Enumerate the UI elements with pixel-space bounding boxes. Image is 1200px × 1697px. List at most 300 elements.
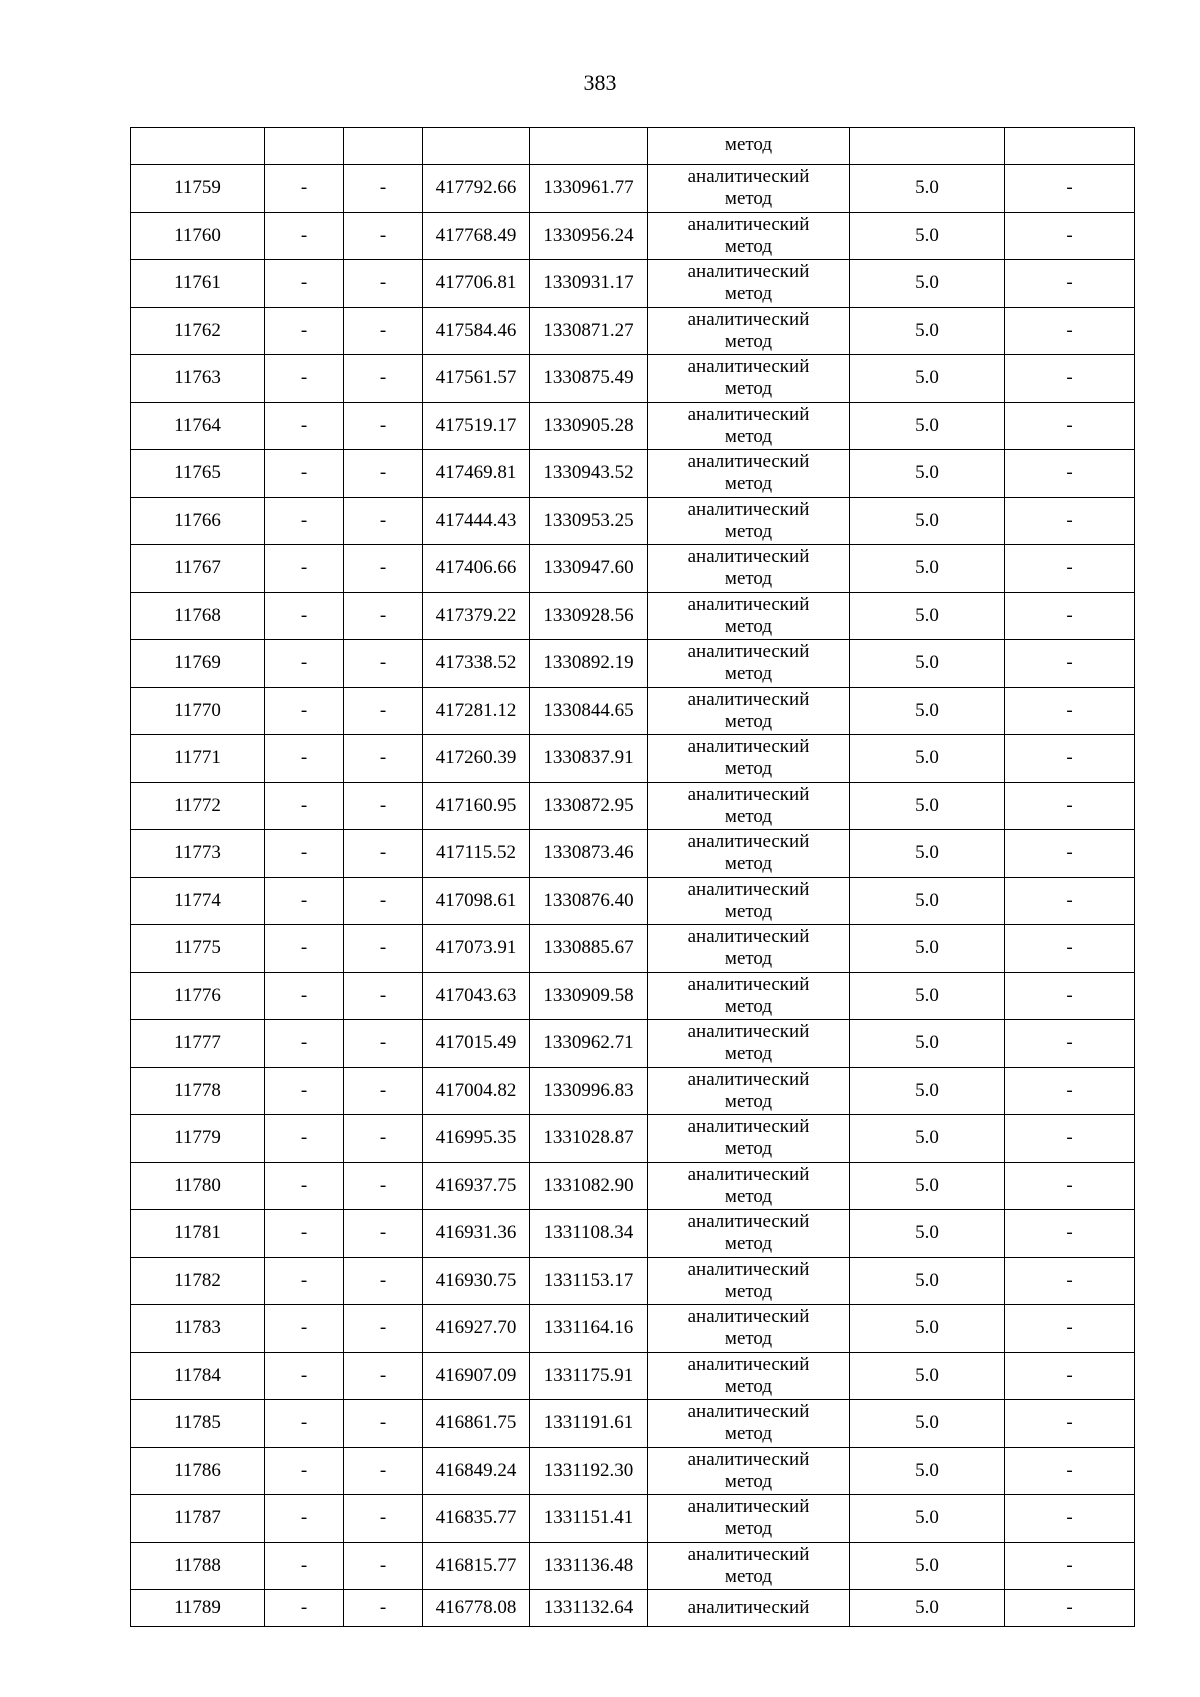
method-line-2: метод <box>724 520 773 542</box>
cell-method <box>648 640 850 688</box>
cell-col8: - <box>1005 212 1135 260</box>
cell-x: 417115.52 <box>423 830 530 878</box>
method-line-2: метод <box>724 1375 773 1397</box>
cell-y: 1330996.83 <box>530 1067 648 1115</box>
cell-method <box>648 1352 850 1400</box>
cell-y: 1330875.49 <box>530 355 648 403</box>
table-row <box>131 782 1135 830</box>
method-line-1: аналитический <box>687 688 810 710</box>
cell-point-number: 11760 <box>131 212 265 260</box>
table-row <box>131 402 1135 450</box>
cell-method <box>648 1542 850 1590</box>
method-line-1: аналитический <box>687 498 810 520</box>
cell-x: 417444.43 <box>423 497 530 545</box>
cell-col8: - <box>1005 1162 1135 1210</box>
cell-y: 1330931.17 <box>530 260 648 308</box>
cell-accuracy: 5.0 <box>850 1162 1005 1210</box>
cell-col8: - <box>1005 1447 1135 1495</box>
cell-point-number: 11768 <box>131 592 265 640</box>
cell-y: 1331136.48 <box>530 1542 648 1590</box>
cell-y: 1330905.28 <box>530 402 648 450</box>
method-line-2: метод <box>724 805 773 827</box>
cell-point-number: 11780 <box>131 1162 265 1210</box>
cell-x: 416815.77 <box>423 1542 530 1590</box>
method-line-2: метод <box>724 1328 773 1350</box>
cell-method <box>648 1305 850 1353</box>
cell-col3: - <box>344 260 423 308</box>
cell-y <box>530 128 648 165</box>
cell-col3: - <box>344 592 423 640</box>
cell-point-number: 11785 <box>131 1400 265 1448</box>
cell-x: 417379.22 <box>423 592 530 640</box>
cell-y: 1330961.77 <box>530 165 648 213</box>
cell-accuracy: 5.0 <box>850 1542 1005 1590</box>
method-line-1: аналитический <box>687 1496 810 1518</box>
cell-accuracy: 5.0 <box>850 1495 1005 1543</box>
cell-x: 416927.70 <box>423 1305 530 1353</box>
cell-col3: - <box>344 640 423 688</box>
cell-point-number: 11777 <box>131 1020 265 1068</box>
cell-x: 416937.75 <box>423 1162 530 1210</box>
table-row <box>131 1305 1135 1353</box>
cell-accuracy: 5.0 <box>850 260 1005 308</box>
table-row-continued <box>131 128 1135 165</box>
cell-accuracy: 5.0 <box>850 307 1005 355</box>
table-row <box>131 212 1135 260</box>
cell-point-number: 11783 <box>131 1305 265 1353</box>
cell-col2: - <box>265 687 344 735</box>
cell-col3: - <box>344 165 423 213</box>
cell-col3: - <box>344 1162 423 1210</box>
cell-col8: - <box>1005 545 1135 593</box>
cell-col8: - <box>1005 1305 1135 1353</box>
table-row <box>131 830 1135 878</box>
cell-x: 417406.66 <box>423 545 530 593</box>
method-line-2: метод <box>724 615 773 637</box>
method-line-2: метод <box>724 1280 773 1302</box>
cell-point-number: 11762 <box>131 307 265 355</box>
cell-col2: - <box>265 1542 344 1590</box>
cell-point-number: 11774 <box>131 877 265 925</box>
method-line-2: метод <box>724 1565 773 1587</box>
cell-col2: - <box>265 1067 344 1115</box>
cell-accuracy: 5.0 <box>850 1020 1005 1068</box>
method-line-2: метод <box>724 710 773 732</box>
cell-col2: - <box>265 1495 344 1543</box>
cell-col3: - <box>344 830 423 878</box>
cell-accuracy: 5.0 <box>850 782 1005 830</box>
cell-col8: - <box>1005 972 1135 1020</box>
cell-y: 1331192.30 <box>530 1447 648 1495</box>
cell-col2: - <box>265 402 344 450</box>
cell-point-number: 11772 <box>131 782 265 830</box>
cell-x: 416931.36 <box>423 1210 530 1258</box>
cell-y: 1330928.56 <box>530 592 648 640</box>
table-row <box>131 1352 1135 1400</box>
cell-method <box>648 450 850 498</box>
cell-point-number: 11769 <box>131 640 265 688</box>
cell-col8 <box>1005 128 1135 165</box>
method-line-1: аналитический <box>687 308 810 330</box>
cell-col8: - <box>1005 735 1135 783</box>
cell-col2: - <box>265 497 344 545</box>
table-row <box>131 1115 1135 1163</box>
method-line-1: аналитический <box>687 1353 810 1375</box>
table-row <box>131 355 1135 403</box>
cell-col2: - <box>265 877 344 925</box>
table-row <box>131 450 1135 498</box>
cell-y: 1330947.60 <box>530 545 648 593</box>
table-row <box>131 877 1135 925</box>
cell-method <box>648 592 850 640</box>
method-line-2: метод <box>724 235 773 257</box>
cell-accuracy: 5.0 <box>850 1210 1005 1258</box>
method-line-2: метод <box>724 1423 773 1445</box>
cell-col3: - <box>344 782 423 830</box>
cell-col3: - <box>344 925 423 973</box>
cell-x: 416849.24 <box>423 1447 530 1495</box>
cell-accuracy: 5.0 <box>850 735 1005 783</box>
cell-accuracy: 5.0 <box>850 212 1005 260</box>
cell-y: 1330837.91 <box>530 735 648 783</box>
method-line-2: метод <box>724 330 773 352</box>
method-line-2: метод <box>724 1043 773 1065</box>
table-row <box>131 1447 1135 1495</box>
cell-accuracy: 5.0 <box>850 1352 1005 1400</box>
cell-method <box>648 402 850 450</box>
method-line-1: аналитический <box>687 1021 810 1043</box>
cell-y: 1330892.19 <box>530 640 648 688</box>
cell-col3: - <box>344 1542 423 1590</box>
method-line-2: метод <box>724 1233 773 1255</box>
cell-y: 1330956.24 <box>530 212 648 260</box>
method-line-2: метод <box>724 758 773 780</box>
table-row <box>131 1542 1135 1590</box>
cell-point-number: 11770 <box>131 687 265 735</box>
cell-point-number: 11781 <box>131 1210 265 1258</box>
cell-x: 417073.91 <box>423 925 530 973</box>
cell-point-number: 11771 <box>131 735 265 783</box>
method-line-2: метод <box>724 995 773 1017</box>
cell-col3: - <box>344 497 423 545</box>
cell-point-number: 11786 <box>131 1447 265 1495</box>
cell-col2: - <box>265 1400 344 1448</box>
cell-method <box>648 830 850 878</box>
table-row <box>131 1400 1135 1448</box>
method-line-1: аналитический <box>687 593 810 615</box>
method-line-1: аналитический <box>687 1543 810 1565</box>
cell-y: 1330844.65 <box>530 687 648 735</box>
method-line-1: аналитический <box>687 878 810 900</box>
coordinates-table <box>130 127 1135 1627</box>
cell-y: 1330953.25 <box>530 497 648 545</box>
cell-accuracy: 5.0 <box>850 877 1005 925</box>
cell-x: 417792.66 <box>423 165 530 213</box>
cell-method <box>648 212 850 260</box>
cell-accuracy: 5.0 <box>850 925 1005 973</box>
cell-col3: - <box>344 1495 423 1543</box>
cell-y: 1331175.91 <box>530 1352 648 1400</box>
table-row <box>131 1257 1135 1305</box>
cell-point-number <box>131 128 265 165</box>
method-line-1: аналитический <box>687 451 810 473</box>
table-row <box>131 260 1135 308</box>
cell-col3: - <box>344 1020 423 1068</box>
cell-col3: - <box>344 402 423 450</box>
cell-accuracy: 5.0 <box>850 640 1005 688</box>
cell-col8: - <box>1005 687 1135 735</box>
table-row <box>131 1067 1135 1115</box>
cell-method <box>648 128 850 165</box>
cell-col8: - <box>1005 1352 1135 1400</box>
method-line-1: аналитический <box>687 783 810 805</box>
cell-col3: - <box>344 687 423 735</box>
cell-x: 416907.09 <box>423 1352 530 1400</box>
cell-method <box>648 1115 850 1163</box>
method-line-1: аналитический <box>687 356 810 378</box>
cell-method <box>648 1447 850 1495</box>
cell-x: 416861.75 <box>423 1400 530 1448</box>
cell-accuracy <box>850 128 1005 165</box>
cell-point-number: 11767 <box>131 545 265 593</box>
table-body <box>131 128 1135 1627</box>
cell-col3: - <box>344 972 423 1020</box>
cell-col2: - <box>265 972 344 1020</box>
method-line-2: метод <box>724 1138 773 1160</box>
cell-col3: - <box>344 355 423 403</box>
cell-col3: - <box>344 450 423 498</box>
table-row <box>131 972 1135 1020</box>
cell-point-number: 11789 <box>131 1590 265 1627</box>
cell-col8: - <box>1005 830 1135 878</box>
cell-y: 1330909.58 <box>530 972 648 1020</box>
cell-col3: - <box>344 1067 423 1115</box>
method-line-2: метод <box>724 1470 773 1492</box>
cell-col3: - <box>344 1257 423 1305</box>
cell-method <box>648 497 850 545</box>
method-line-1: аналитический <box>687 1211 810 1233</box>
cell-y: 1330876.40 <box>530 877 648 925</box>
cell-accuracy: 5.0 <box>850 355 1005 403</box>
cell-col2: - <box>265 1305 344 1353</box>
cell-point-number: 11787 <box>131 1495 265 1543</box>
cell-x: 417584.46 <box>423 307 530 355</box>
cell-x: 417469.81 <box>423 450 530 498</box>
cell-y: 1331028.87 <box>530 1115 648 1163</box>
cell-col3: - <box>344 1115 423 1163</box>
cell-y: 1331151.41 <box>530 1495 648 1543</box>
cell-col2: - <box>265 260 344 308</box>
table-row <box>131 1162 1135 1210</box>
cell-y: 1331153.17 <box>530 1257 648 1305</box>
cell-x: 417004.82 <box>423 1067 530 1115</box>
cell-col2: - <box>265 1020 344 1068</box>
cell-y: 1330872.95 <box>530 782 648 830</box>
cell-col3: - <box>344 545 423 593</box>
cell-accuracy: 5.0 <box>850 830 1005 878</box>
method-line-1: аналитический <box>687 166 810 188</box>
cell-col2: - <box>265 782 344 830</box>
cell-method <box>648 355 850 403</box>
method-line-2: метод <box>724 473 773 495</box>
cell-point-number: 11765 <box>131 450 265 498</box>
cell-col8: - <box>1005 260 1135 308</box>
cell-col2: - <box>265 1210 344 1258</box>
method-line-2: метод <box>724 900 773 922</box>
table-row <box>131 735 1135 783</box>
method-line-1: аналитический <box>687 1401 810 1423</box>
method-line-1: аналитический <box>687 546 810 568</box>
cell-col8: - <box>1005 1115 1135 1163</box>
cell-col3: - <box>344 1590 423 1627</box>
cell-col8: - <box>1005 165 1135 213</box>
cell-accuracy: 5.0 <box>850 1447 1005 1495</box>
cell-point-number: 11788 <box>131 1542 265 1590</box>
cell-y: 1330943.52 <box>530 450 648 498</box>
cell-method <box>648 972 850 1020</box>
cell-col8: - <box>1005 640 1135 688</box>
cell-x: 417043.63 <box>423 972 530 1020</box>
method-line-2: метод <box>724 853 773 875</box>
cell-col8: - <box>1005 1590 1135 1627</box>
cell-x: 416835.77 <box>423 1495 530 1543</box>
method-line-1: аналитический <box>687 1258 810 1280</box>
cell-y: 1331164.16 <box>530 1305 648 1353</box>
cell-col2: - <box>265 830 344 878</box>
table-row <box>131 925 1135 973</box>
table-row <box>131 1020 1135 1068</box>
cell-accuracy: 5.0 <box>850 402 1005 450</box>
cell-x: 417098.61 <box>423 877 530 925</box>
cell-col8: - <box>1005 1400 1135 1448</box>
cell-y: 1331082.90 <box>530 1162 648 1210</box>
cell-accuracy: 5.0 <box>850 165 1005 213</box>
cell-point-number: 11784 <box>131 1352 265 1400</box>
method-line-1: аналитический <box>687 1306 810 1328</box>
method-line-2: метод <box>724 568 773 590</box>
method-line-2: метод <box>724 948 773 970</box>
cell-accuracy: 5.0 <box>850 1590 1005 1627</box>
cell-accuracy: 5.0 <box>850 1067 1005 1115</box>
cell-col3 <box>344 128 423 165</box>
method-line-2: метод <box>724 1518 773 1540</box>
table-row <box>131 1210 1135 1258</box>
cell-col2: - <box>265 735 344 783</box>
cell-point-number: 11763 <box>131 355 265 403</box>
cell-point-number: 11764 <box>131 402 265 450</box>
cell-method <box>648 1067 850 1115</box>
cell-col8: - <box>1005 782 1135 830</box>
cell-x: 417281.12 <box>423 687 530 735</box>
cell-col8: - <box>1005 1210 1135 1258</box>
table-row <box>131 497 1135 545</box>
cell-accuracy: 5.0 <box>850 1400 1005 1448</box>
cell-col3: - <box>344 1305 423 1353</box>
cell-col3: - <box>344 1447 423 1495</box>
cell-col2: - <box>265 1590 344 1627</box>
method-line-1: аналитический <box>687 641 810 663</box>
cell-col8: - <box>1005 1020 1135 1068</box>
cell-method <box>648 1590 850 1627</box>
cell-y: 1331132.64 <box>530 1590 648 1627</box>
method-line-2: метод <box>724 1185 773 1207</box>
method-line-2: метод <box>724 188 773 210</box>
cell-x: 417519.17 <box>423 402 530 450</box>
cell-col2: - <box>265 307 344 355</box>
cell-accuracy: 5.0 <box>850 1257 1005 1305</box>
method-line-2: метод <box>724 663 773 685</box>
cell-point-number: 11773 <box>131 830 265 878</box>
cell-method <box>648 1020 850 1068</box>
cell-accuracy: 5.0 <box>850 545 1005 593</box>
cell-method <box>648 1495 850 1543</box>
cell-y: 1330962.71 <box>530 1020 648 1068</box>
cell-col8: - <box>1005 1542 1135 1590</box>
cell-point-number: 11766 <box>131 497 265 545</box>
cell-method <box>648 545 850 593</box>
cell-col8: - <box>1005 1257 1135 1305</box>
cell-x: 417260.39 <box>423 735 530 783</box>
cell-col2: - <box>265 1447 344 1495</box>
cell-x: 417338.52 <box>423 640 530 688</box>
cell-y: 1330885.67 <box>530 925 648 973</box>
method-line-1: аналитический <box>687 1597 810 1618</box>
cell-col2: - <box>265 1162 344 1210</box>
cell-col2: - <box>265 212 344 260</box>
cell-x: 417015.49 <box>423 1020 530 1068</box>
cell-col2: - <box>265 1257 344 1305</box>
cell-col8: - <box>1005 1495 1135 1543</box>
method-line-2: метод <box>724 1090 773 1112</box>
cell-method <box>648 782 850 830</box>
cell-col2: - <box>265 592 344 640</box>
cell-accuracy: 5.0 <box>850 497 1005 545</box>
cell-point-number: 11759 <box>131 165 265 213</box>
cell-col8: - <box>1005 592 1135 640</box>
table-row <box>131 592 1135 640</box>
cell-method <box>648 1162 850 1210</box>
table-row <box>131 165 1135 213</box>
method-line-1: аналитический <box>687 403 810 425</box>
cell-point-number: 11782 <box>131 1257 265 1305</box>
cell-col2: - <box>265 450 344 498</box>
method-text: метод <box>724 134 773 155</box>
table-row <box>131 307 1135 355</box>
cell-col3: - <box>344 877 423 925</box>
method-line-2: метод <box>724 378 773 400</box>
cell-col3: - <box>344 1352 423 1400</box>
cell-method <box>648 1257 850 1305</box>
cell-y: 1331191.61 <box>530 1400 648 1448</box>
cell-col2: - <box>265 640 344 688</box>
cell-x: 417706.81 <box>423 260 530 308</box>
cell-col2: - <box>265 925 344 973</box>
method-line-1: аналитический <box>687 1448 810 1470</box>
cell-y: 1330873.46 <box>530 830 648 878</box>
cell-y: 1330871.27 <box>530 307 648 355</box>
cell-accuracy: 5.0 <box>850 450 1005 498</box>
cell-method <box>648 1400 850 1448</box>
method-line-1: аналитический <box>687 261 810 283</box>
table-row <box>131 1590 1135 1627</box>
table-row <box>131 687 1135 735</box>
cell-accuracy: 5.0 <box>850 1115 1005 1163</box>
cell-col2: - <box>265 165 344 213</box>
cell-y: 1331108.34 <box>530 1210 648 1258</box>
cell-col2 <box>265 128 344 165</box>
method-line-1: аналитический <box>687 926 810 948</box>
cell-method <box>648 877 850 925</box>
